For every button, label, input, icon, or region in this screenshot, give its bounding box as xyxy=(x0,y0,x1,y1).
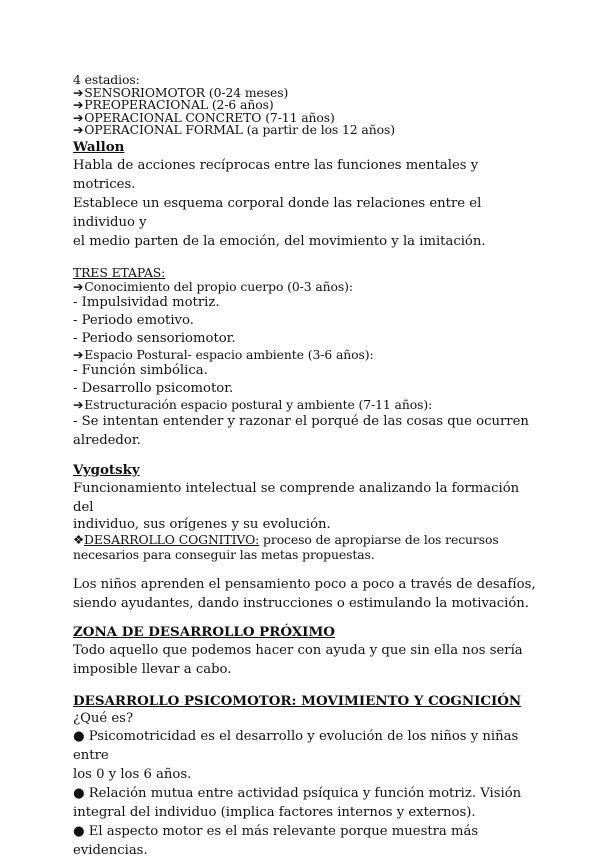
list-item: - Función simbólica. xyxy=(73,362,208,378)
stage-heading: ➔Estructuración espacio postural y ambiente (7-11 años): xyxy=(73,396,433,412)
list-item: - Periodo sensoriomotor. xyxy=(73,330,236,346)
arrow-right-icon: ➔ xyxy=(73,84,84,100)
paragraph-line: individuo, sus orígenes y su evolución. xyxy=(73,516,331,532)
bullet-line: ● Relación mutua entre actividad psíquica y función motriz. Visión xyxy=(73,785,522,801)
psicomotor-section xyxy=(73,693,543,860)
paragraph-line: el medio parten de la emoción, del movimiento y la imitación. xyxy=(73,233,486,249)
vygotsky-section xyxy=(73,462,543,613)
list-item: - Periodo emotivo. xyxy=(73,312,194,328)
list-item: - Desarrollo psicomotor. xyxy=(73,380,234,396)
psicomotor-heading: DESARROLLO PSICOMOTOR: MOVIMIENTO Y COGNICIÓN xyxy=(73,692,522,709)
stages-intro: 4 estadios: xyxy=(73,72,140,87)
paragraph-line: - Se intentan entender y razonar el porqué de las cosas que ocurren xyxy=(73,413,529,429)
paragraph-line: alrededor. xyxy=(73,432,141,448)
paragraph-line: Todo aquello que podemos hacer con ayuda y que sin ella nos sería xyxy=(73,642,523,658)
arrow-right-icon: ➔ xyxy=(73,396,84,412)
paragraph-line: Establece un esquema corporal donde las relaciones entre el individuo y xyxy=(73,195,482,230)
vygotsky-heading: Vygotsky xyxy=(73,461,140,478)
diamond-bullet-icon: ❖ xyxy=(73,531,85,547)
paragraph-line: imposible llevar a cabo. xyxy=(73,661,232,677)
paragraph-line: siendo ayudantes, dando instrucciones o estimulando la motivación. xyxy=(73,595,529,611)
stage-heading: ➔Conocimiento del propio cuerpo (0-3 años): xyxy=(73,278,353,294)
arrow-right-icon: ➔ xyxy=(73,97,84,112)
bullet-line: ● Psicomotricidad es el desarrollo y evolución de los niños y niñas entre xyxy=(73,728,519,763)
paragraph-line: Habla de acciones recíprocas entre las funciones mentales y motrices. xyxy=(73,157,479,192)
wallon-heading: Wallon xyxy=(73,138,125,155)
stage-item: ➔OPERACIONAL FORMAL (a partir de los 12 años) xyxy=(73,122,395,137)
piaget-stages xyxy=(73,74,543,137)
zdp-heading: ZONA DE DESARROLLO PRÓXIMO xyxy=(73,623,335,640)
bullet-line: ● El aspecto motor es el más relevante porque muestra más evidencias. xyxy=(73,823,479,858)
paragraph-line: Funcionamiento intelectual se comprende analizando la formación del xyxy=(73,480,520,515)
stage-item: ➔SENSORIOMOTOR (0-24 meses) xyxy=(73,84,289,100)
cognitive-development-line: ❖DESARROLLO COGNITIVO: proceso de apropiarse de los recursos xyxy=(73,531,499,547)
stage-heading: ➔Espacio Postural- espacio ambiente (3-6 años): xyxy=(73,346,374,362)
list-item: - Impulsividad motriz. xyxy=(73,294,220,310)
paragraph-line: necesarios para conseguir las metas propuestas. xyxy=(73,546,375,562)
paragraph-line: Los niños aprenden el pensamiento poco a poco a través de desafíos, xyxy=(73,576,536,592)
stage-item: ➔PREOPERACIONAL (2-6 años) xyxy=(73,97,274,112)
document-content xyxy=(73,74,543,860)
cognitive-development-label: DESARROLLO COGNITIVO: xyxy=(84,531,260,547)
stages-title: TRES ETAPAS: xyxy=(73,264,166,280)
question-line: ¿Qué es? xyxy=(73,710,134,726)
arrow-right-icon: ➔ xyxy=(73,278,84,294)
arrow-right-icon: ➔ xyxy=(73,346,84,362)
bullet-line: integral del individuo (implica factores internos y externos). xyxy=(73,804,476,820)
wallon-section xyxy=(73,139,543,450)
arrow-right-icon: ➔ xyxy=(73,122,84,137)
bullet-line: los 0 y los 6 años. xyxy=(73,766,192,782)
stage-item: ➔OPERACIONAL CONCRETO (7-11 años) xyxy=(73,109,335,125)
arrow-right-icon: ➔ xyxy=(73,109,84,125)
zdp-section xyxy=(73,624,543,679)
